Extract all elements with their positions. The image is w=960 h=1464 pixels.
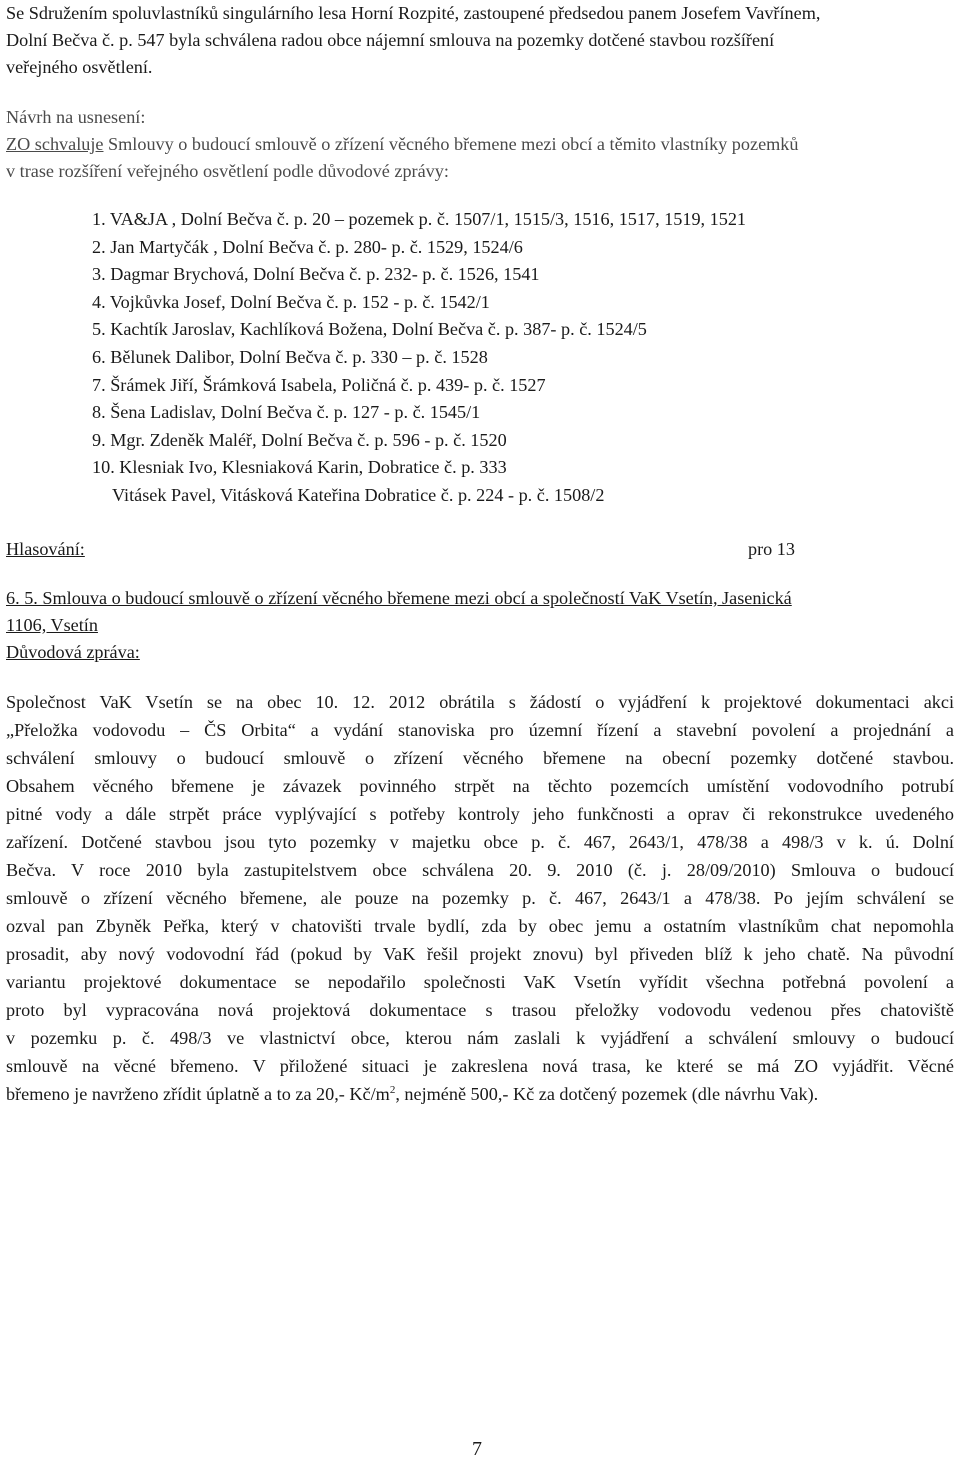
list-item-text: Kachtík Jaroslav, Kachlíková Božena, Dolní Bečva č. p. 387- p. č. 1524/5 <box>105 319 647 340</box>
list-item <box>92 427 746 455</box>
vote-label: Hlasování: <box>6 539 85 559</box>
list-item-number: 9. <box>92 429 106 450</box>
list-item-number: 10. <box>92 457 115 478</box>
section-title-1: 6. 5. Smlouva o budoucí smlouvě o zřízení věcného břemene mezi obcí a společností VaK Vsetín, Jasenická <box>6 588 792 608</box>
list-item-text: Mgr. Zdeněk Maléř, Dolní Bečva č. p. 596 - p. č. 1520 <box>105 429 507 450</box>
proposal-text-1 <box>6 131 798 157</box>
body-line: Společnost VaK Vsetín se na obec 10. 12. 2012 obrátila s žádostí o vyjádření k projektové dokumentaci akci <box>6 692 954 712</box>
intro-line-2: Dolní Bečva č. p. 547 byla schválena radou obce nájemní smlouva na pozemky dotčené stavbou rozšíření <box>6 30 775 50</box>
body-line: ozval pan Zbyněk Peřka, který v chatovišti trvale bydlí, zda by obec jemu a ostatním vlastníkům chat nepomohla <box>6 916 954 936</box>
body-line: „Přeložka vodovodu – ČS Orbita“ a vydání stanoviska pro územní řízení a stavební povolení a projednání a <box>6 720 954 740</box>
body-line: smlouvě na věcné břemeno. V přiložené situaci je zakreslena nová trasa, ke které se má ZO vyjádřit. Věcné <box>6 1056 954 1076</box>
list-item-text: VA&JA , Dolní Bečva č. p. 20 – pozemek p. č. 1507/1, 1515/3, 1516, 1517, 1519, 1521 <box>105 209 747 229</box>
list-item <box>92 261 746 289</box>
body-last-superscript: 2 <box>389 1083 396 1096</box>
list-item <box>92 454 746 482</box>
list-item-text: Bělunek Dalibor, Dolní Bečva č. p. 330 – p. č. 1528 <box>105 346 488 367</box>
list-item <box>92 372 746 400</box>
list-item-text: Dagmar Brychová, Dolní Bečva č. p. 232- p. č. 1526, 1541 <box>105 264 540 285</box>
list-item-number: 6. <box>92 346 106 367</box>
body-line: prosadit, aby nový vodovodní řád (pokud by VaK řešil projekt znovu) byl přiveden blíž k jeho chatě. Na původní <box>6 944 954 964</box>
list-item-text: Šrámek Jiří, Šrámková Isabela, Poličná č. p. 439- p. č. 1527 <box>105 374 546 395</box>
list-item-text: Šena Ladislav, Dolní Bečva č. p. 127 - p. č. 1545/1 <box>105 402 481 423</box>
proposal-lead: ZO schvaluje <box>6 134 104 154</box>
list-item <box>92 289 746 317</box>
body-line: v pozemku p. č. 498/3 ve vlastnictví obce, kterou nám zaslali k vyjádření a schválení smlouvy o budoucí <box>6 1028 954 1048</box>
list-item <box>92 316 746 344</box>
owners-list <box>92 206 746 510</box>
reason-heading: Důvodová zpráva: <box>6 642 140 662</box>
vote-value: pro 13 <box>748 539 795 559</box>
list-item <box>92 344 746 372</box>
list-item <box>92 399 746 427</box>
body-line: Bečva. V roce 2010 byla zastupitelstvem obce schválena 20. 9. 2010 (č. j. 28/09/2010) Smlouva o budoucí <box>6 860 954 880</box>
list-item-text: Vojkůvka Josef, Dolní Bečva č. p. 152 - p. č. 1542/1 <box>105 291 490 312</box>
intro-line-1: Se Sdružením spoluvlastníků singulárního lesa Horní Rozpité, zastoupené předsedou panem Josefem Vavřínem, <box>6 3 821 23</box>
list-item <box>92 206 746 234</box>
body-line: zařízení. Dotčené stavbou jsou tyto pozemky v majetku obce p. č. 467, 2643/1, 478/38 a 498/3 v k. ú. Dolní <box>6 832 954 852</box>
body-line: variantu projektové dokumentace se nepodařilo společnosti VaK Vsetín vyřídit všechna potřebná povolení a <box>6 972 954 992</box>
body-line-last <box>6 1080 954 1108</box>
list-item-number: 2. <box>92 236 106 257</box>
list-item-text: Jan Martyčák , Dolní Bečva č. p. 280- p. č. 1529, 1524/6 <box>105 236 523 257</box>
section-title-2: 1106, Vsetín <box>6 615 98 635</box>
proposal-text: Smlouvy o budoucí smlouvě o zřízení věcného břemene mezi obcí a těmito vlastníky pozemků <box>103 134 799 154</box>
body-line: pitné vody a dále strpět práce vyplývající s potřeby kontroly jeho funkčnosti a oprav či rekonstrukce uvedeného <box>6 804 954 824</box>
list-item-continuation: Vitásek Pavel, Vitásková Kateřina Dobratice č. p. 224 - p. č. 1508/2 <box>112 484 605 505</box>
proposal-heading: Návrh na usnesení: <box>6 107 146 127</box>
list-item-number: 8. <box>92 402 106 423</box>
proposal-text-2: v trase rozšíření veřejného osvětlení podle důvodové zprávy: <box>6 161 449 181</box>
body-line: schválení smlouvy o budoucí smlouvě o zřízení věcného břemene na obecní pozemky dotčené stavbou. <box>6 748 954 768</box>
list-item-number: 1. <box>92 209 106 229</box>
list-item-number: 3. <box>92 264 106 285</box>
intro-line-3: veřejného osvětlení. <box>6 57 153 77</box>
list-item-text: Klesniak Ivo, Klesniaková Karin, Dobratice č. p. 333 <box>114 457 507 478</box>
body-last-before: břemeno je navrženo zřídit úplatně a to za 20,- Kč/m <box>6 1084 390 1104</box>
list-item <box>92 234 746 262</box>
body-line: proto byl vypracována nová projektová dokumentace s trasou přeložky vodovodu vedenou přes chatoviště <box>6 1000 954 1020</box>
list-item-number: 5. <box>92 319 106 340</box>
list-item-number: 7. <box>92 374 106 395</box>
list-item-number: 4. <box>92 291 106 312</box>
body-line: Obsahem věcného břemene je závazek povinného strpět na těchto pozemcích umístění vodovodního potrubí <box>6 776 954 796</box>
body-line: smlouvě o zřízení věcného břemene, ale pouze na pozemky p. č. 467, 2643/1 a 478/38. Po jejím schválení se <box>6 888 954 908</box>
page-number: 7 <box>472 1438 482 1460</box>
body-last-after: , nejméně 500,- Kč za dotčený pozemek (dle návrhu Vak). <box>395 1084 819 1104</box>
